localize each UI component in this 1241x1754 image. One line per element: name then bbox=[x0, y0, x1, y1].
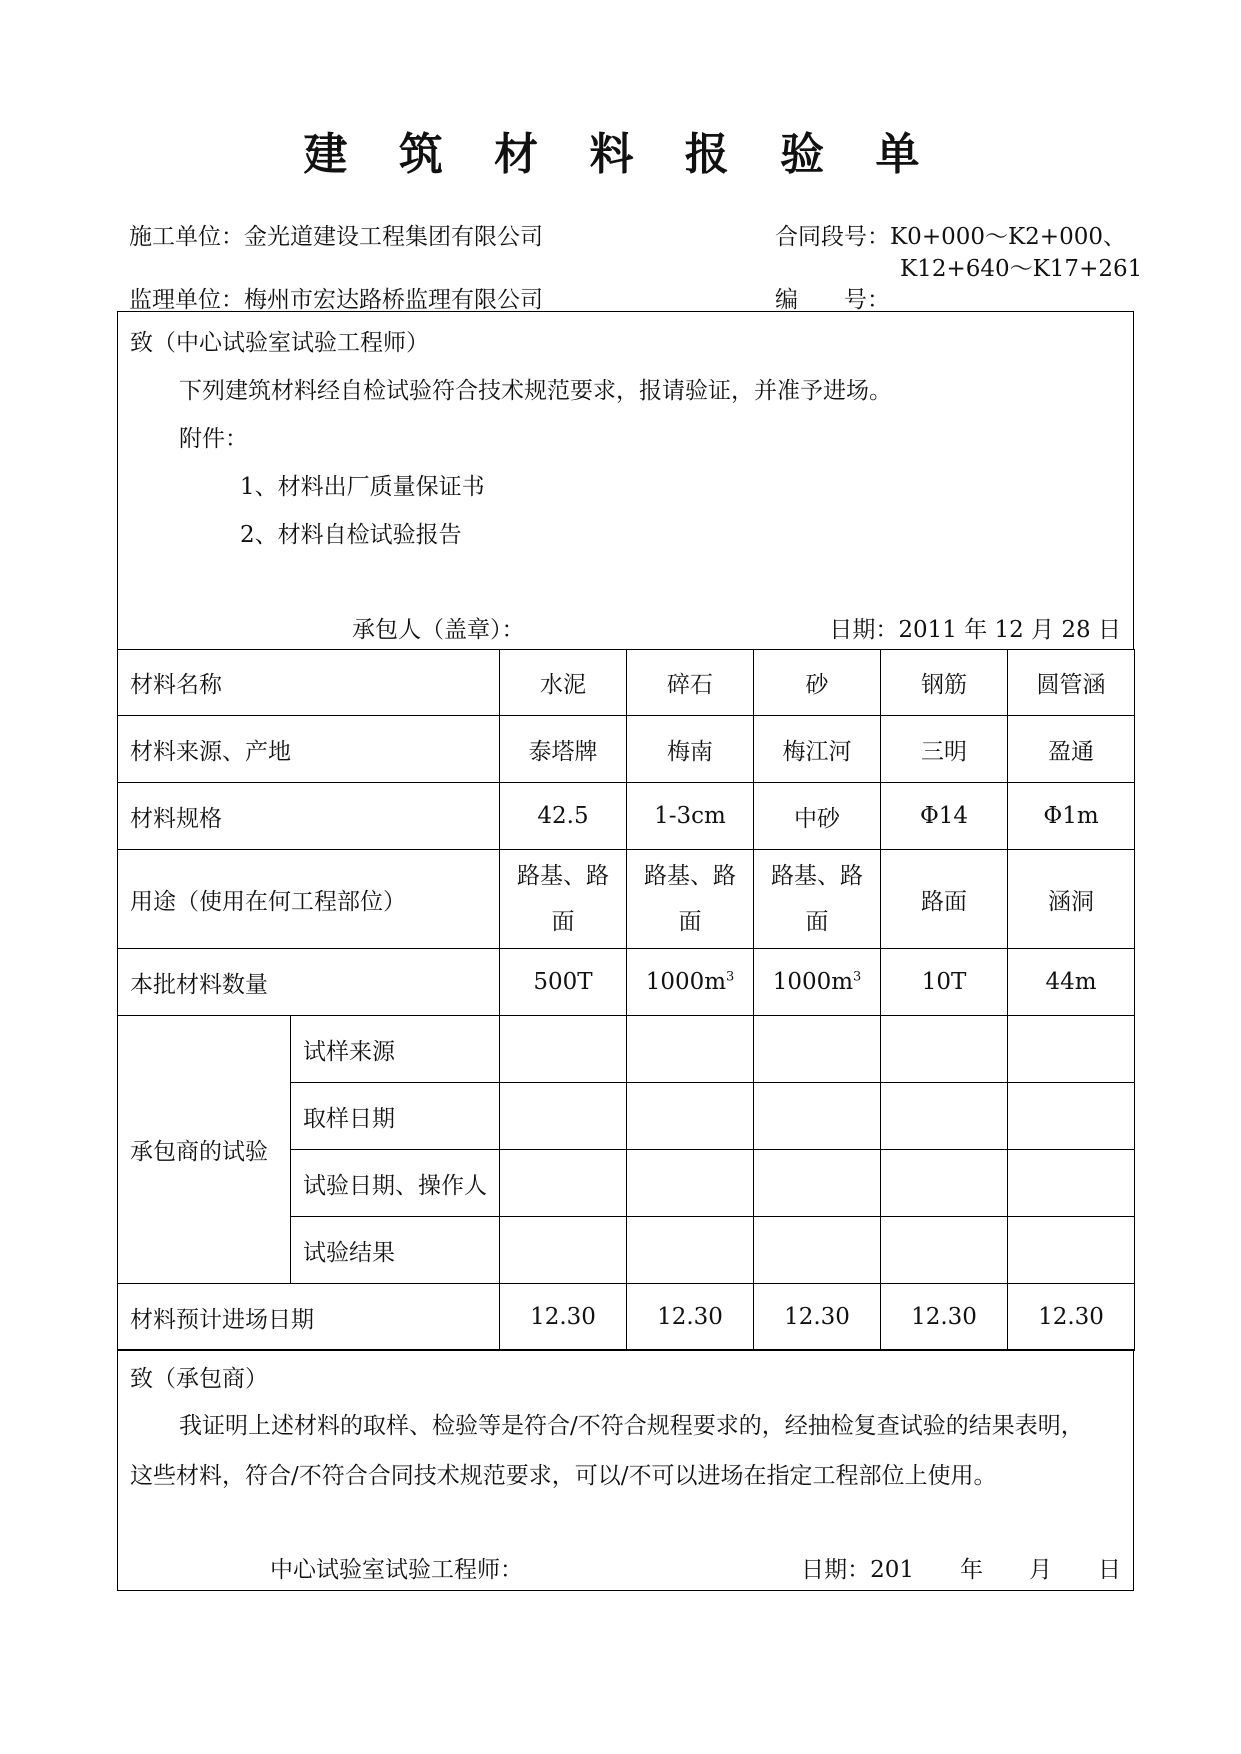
table-cell: 12.30 bbox=[754, 1284, 881, 1351]
materials-table bbox=[117, 649, 1135, 1351]
table-cell bbox=[754, 850, 881, 949]
attachments-label: 附件： bbox=[179, 426, 248, 452]
table-cell: 水泥 bbox=[500, 650, 627, 716]
reply-signer: 中心试验室试验工程师： bbox=[270, 1557, 523, 1583]
table-row bbox=[118, 650, 1135, 716]
table-cell bbox=[627, 850, 754, 949]
document-title: 建 筑 材 料 报 验 单 bbox=[303, 129, 938, 180]
table-cell bbox=[627, 1083, 754, 1150]
table-cell: 盈通 bbox=[1008, 716, 1135, 783]
contract-section-line1: K0+000～K2+000、 bbox=[890, 224, 1126, 250]
table-cell: 梅江河 bbox=[754, 716, 881, 783]
reply-line-2: 这些材料，符合/不符合合同技术规范要求，可以/不可以进场在指定工程部位上使用。 bbox=[130, 1463, 997, 1489]
table-cell bbox=[1008, 1083, 1135, 1150]
table-row bbox=[118, 716, 1135, 783]
reply-to: 致（承包商） bbox=[130, 1366, 268, 1392]
contract-section-row bbox=[775, 218, 1126, 251]
table-row bbox=[118, 1284, 1135, 1351]
table-row bbox=[118, 783, 1135, 850]
table-cell: 中砂 bbox=[754, 783, 881, 850]
table-cell bbox=[754, 1217, 881, 1284]
material-name-label: 材料名称 bbox=[118, 650, 500, 716]
table-cell: 路面 bbox=[881, 850, 1008, 949]
attachment-item: 2、材料自检试验报告 bbox=[240, 522, 462, 548]
cell-line: 面 bbox=[805, 909, 829, 935]
test-row-label: 取样日期 bbox=[291, 1083, 500, 1150]
request-section bbox=[117, 311, 1134, 650]
table-cell: 涵洞 bbox=[1008, 850, 1135, 949]
supervisor-value: 梅州市宏达路桥监理有限公司 bbox=[244, 287, 543, 313]
number-label: 编 号： bbox=[775, 287, 890, 313]
table-cell bbox=[627, 1217, 754, 1284]
cell-value: 1000m bbox=[772, 969, 854, 995]
attachment-item: 1、材料出厂质量保证书 bbox=[240, 474, 485, 500]
superscript: 3 bbox=[726, 969, 735, 985]
test-row-label: 试样来源 bbox=[291, 1016, 500, 1083]
table-cell: Φ14 bbox=[881, 783, 1008, 850]
contractor-label: 施工单位： bbox=[129, 224, 244, 250]
table-cell: 12.30 bbox=[881, 1284, 1008, 1351]
table-cell: Φ1m bbox=[1008, 783, 1135, 850]
cell-line: 面 bbox=[678, 909, 702, 935]
test-row-label: 试验结果 bbox=[291, 1217, 500, 1284]
table-cell: 1-3cm bbox=[627, 783, 754, 850]
table-cell bbox=[1008, 1217, 1135, 1284]
table-cell bbox=[1008, 1016, 1135, 1083]
contractor-test-label: 承包商的试验 bbox=[118, 1016, 291, 1284]
contract-section-line2: K12+640～K17+261 bbox=[900, 256, 1143, 282]
request-body: 下列建筑材料经自检试验符合技术规范要求，报请验证，并准予进场。 bbox=[179, 378, 892, 404]
contract-section-label: 合同段号： bbox=[775, 224, 890, 250]
superscript: 3 bbox=[853, 969, 862, 985]
cell-value: 1000m bbox=[645, 969, 727, 995]
table-cell: 砂 bbox=[754, 650, 881, 716]
table-cell bbox=[754, 1150, 881, 1217]
table-cell: 钢筋 bbox=[881, 650, 1008, 716]
supervisor-row bbox=[129, 281, 543, 314]
table-cell: 10T bbox=[881, 949, 1008, 1016]
table-cell bbox=[500, 1016, 627, 1083]
table-cell: 42.5 bbox=[500, 783, 627, 850]
contractor-row bbox=[129, 218, 543, 251]
cell-line: 路基、路 bbox=[644, 863, 736, 889]
table-cell bbox=[881, 1016, 1008, 1083]
contractor-value: 金光道建设工程集团有限公司 bbox=[244, 224, 543, 250]
table-cell bbox=[1008, 1150, 1135, 1217]
table-cell bbox=[500, 1150, 627, 1217]
table-cell: 圆管涵 bbox=[1008, 650, 1135, 716]
supervisor-label: 监理单位： bbox=[129, 287, 244, 313]
table-row bbox=[118, 1016, 1135, 1083]
table-row bbox=[118, 850, 1135, 949]
table-cell: 梅南 bbox=[627, 716, 754, 783]
cell-line: 路基、路 bbox=[517, 863, 609, 889]
reply-section bbox=[117, 1349, 1134, 1591]
table-cell bbox=[500, 850, 627, 949]
material-qty-label: 本批材料数量 bbox=[118, 949, 500, 1016]
request-signer: 承包人（盖章）： bbox=[352, 617, 525, 643]
table-cell bbox=[881, 1150, 1008, 1217]
table-cell bbox=[754, 1016, 881, 1083]
entry-date-label: 材料预计进场日期 bbox=[118, 1284, 500, 1351]
table-cell bbox=[627, 949, 754, 1016]
material-origin-label: 材料来源、产地 bbox=[118, 716, 500, 783]
cell-line: 面 bbox=[551, 909, 575, 935]
test-row-label: 试验日期、操作人 bbox=[291, 1150, 500, 1217]
table-cell bbox=[500, 1217, 627, 1284]
table-cell: 泰塔牌 bbox=[500, 716, 627, 783]
table-cell bbox=[754, 949, 881, 1016]
material-spec-label: 材料规格 bbox=[118, 783, 500, 850]
table-cell: 12.30 bbox=[500, 1284, 627, 1351]
reply-date: 日期：201 年 月 日 bbox=[801, 1557, 1121, 1583]
table-cell bbox=[881, 1217, 1008, 1284]
table-cell: 三明 bbox=[881, 716, 1008, 783]
table-cell: 500T bbox=[500, 949, 627, 1016]
table-cell bbox=[754, 1083, 881, 1150]
request-to: 致（中心试验室试验工程师） bbox=[130, 330, 429, 356]
table-cell bbox=[881, 1083, 1008, 1150]
table-cell bbox=[627, 1016, 754, 1083]
table-cell: 碎石 bbox=[627, 650, 754, 716]
table-cell bbox=[627, 1150, 754, 1217]
table-cell bbox=[500, 1083, 627, 1150]
request-date: 日期：2011 年 12 月 28 日 bbox=[829, 617, 1121, 643]
material-use-label: 用途（使用在何工程部位） bbox=[118, 850, 500, 949]
table-cell: 12.30 bbox=[1008, 1284, 1135, 1351]
cell-line: 路基、路 bbox=[771, 863, 863, 889]
table-row bbox=[118, 949, 1135, 1016]
reply-line-1: 我证明上述材料的取样、检验等是符合/不符合规程要求的，经抽检复查试验的结果表明， bbox=[179, 1413, 1084, 1439]
table-cell: 44m bbox=[1008, 949, 1135, 1016]
table-cell: 12.30 bbox=[627, 1284, 754, 1351]
